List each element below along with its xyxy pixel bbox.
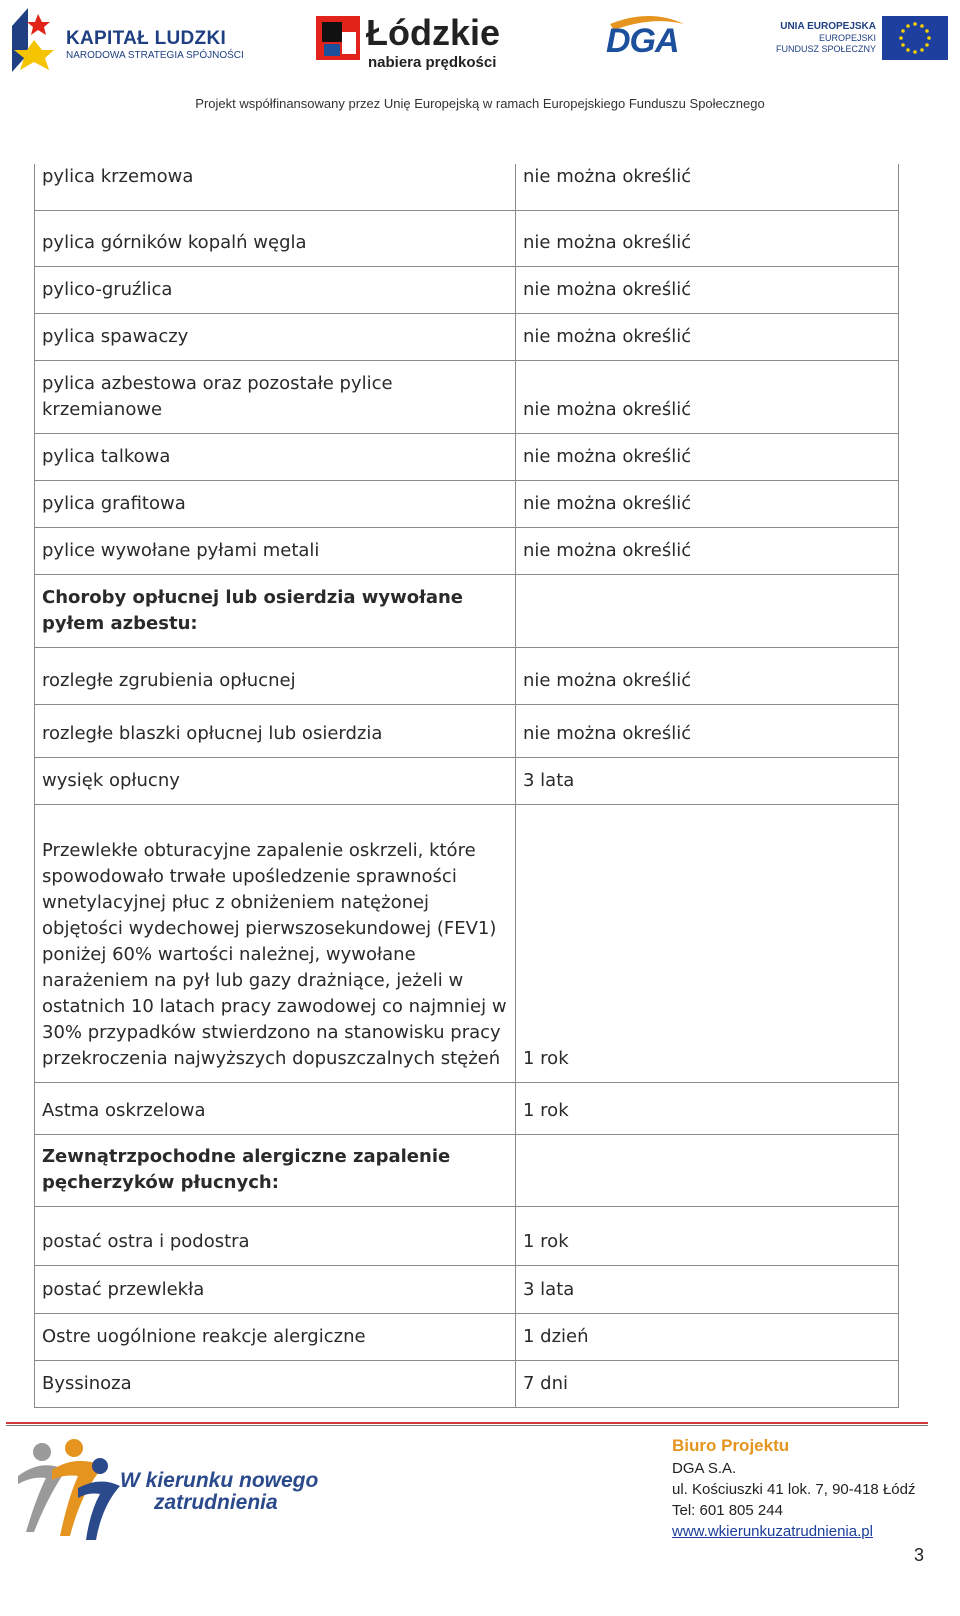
- table-row: [35, 1206, 899, 1265]
- period-cell: nie można określić: [516, 433, 899, 480]
- table-row: [35, 1313, 899, 1360]
- disease-cell: Byssinoza: [35, 1360, 516, 1407]
- period-cell: 3 lata: [516, 1265, 899, 1313]
- eu-line-3: FUNDUSZ SPOŁECZNY: [775, 44, 876, 54]
- period-cell: nie można określić: [516, 527, 899, 574]
- period-cell: nie można określić: [516, 313, 899, 360]
- period-cell: [516, 574, 899, 647]
- disease-cell: Przewlekłe obturacyjne zapalenie oskrzeli, które spowodowało trwałe upośledzenie sprawności wnetylacyjnej płuc z obniżeniem natężonej objętości wydechowej pierwszosekundowej (FEV1) poniżej 60% wartości należnej, wywołane narażeniem na pył lub gazy drażniące, jeżeli w ostatnich 10 latach pracy zawodowej co najmniej w 30% przypadków stwierdzono na stanowisku pracy przekroczenia najwyższych dopuszczalnych stężeń: [35, 804, 516, 1082]
- period-cell: 1 dzień: [516, 1313, 899, 1360]
- period-cell: 1 rok: [516, 1082, 899, 1134]
- table-row: [35, 266, 899, 313]
- period-cell: nie można określić: [516, 210, 899, 266]
- table-row: [35, 164, 899, 210]
- lodzkie-title: Łódzkie: [366, 12, 501, 53]
- disease-cell: wysięk opłucny: [35, 757, 516, 804]
- kapital-ludzki-title: KAPITAŁ LUDZKI: [66, 28, 227, 49]
- company-name: DGA S.A.: [672, 1460, 737, 1477]
- lodzkie-mark-icon: [316, 16, 360, 60]
- page-number: 3: [914, 1545, 925, 1565]
- disease-cell: postać przewlekła: [35, 1265, 516, 1313]
- disease-cell: pylice wywołane pyłami metali: [35, 527, 516, 574]
- disease-cell: postać ostra i podostra: [35, 1206, 516, 1265]
- table-row: [35, 313, 899, 360]
- section-heading-cell: Zewnątrzpochodne alergiczne zapalenie pęcherzyków płucnych:: [35, 1134, 516, 1206]
- office-phone: Tel: 601 805 244: [672, 1502, 783, 1519]
- disease-cell: pylica talkowa: [35, 433, 516, 480]
- office-address: ul. Kościuszki 41 lok. 7, 90-418 Łódź: [672, 1481, 916, 1498]
- period-cell: nie można określić: [516, 480, 899, 527]
- period-cell: 1 rok: [516, 1206, 899, 1265]
- period-cell: nie można określić: [516, 647, 899, 704]
- table-row: [35, 527, 899, 574]
- kapital-ludzki-logo: [8, 4, 244, 76]
- table-row: [35, 210, 899, 266]
- w-kierunku-line-1: W kierunku nowego: [120, 1469, 319, 1492]
- period-cell: 3 lata: [516, 757, 899, 804]
- section-heading-cell: Choroby opłucnej lub osierdzia wywołane pyłem azbestu:: [35, 574, 516, 647]
- eu-flag-icon: [882, 16, 948, 60]
- project-office-title: Biuro Projektu: [672, 1436, 790, 1455]
- table-row: [35, 360, 899, 433]
- lodzkie-logo: [316, 12, 516, 72]
- w-kierunku-text: [120, 1470, 318, 1514]
- people-figures-icon: [12, 1436, 122, 1544]
- disease-cell: pylica górników kopalń węgla: [35, 210, 516, 266]
- disease-cell: Ostre uogólnione reakcje alergiczne: [35, 1313, 516, 1360]
- disease-cell: pylica spawaczy: [35, 313, 516, 360]
- table-row: [35, 1082, 899, 1134]
- disease-cell: rozległe blaszki opłucnej lub osierdzia: [35, 704, 516, 757]
- dga-logo-text: DGA: [606, 22, 679, 60]
- table-row: [35, 804, 899, 1082]
- footer-divider-red: [6, 1422, 928, 1424]
- eu-line-2: EUROPEJSKI: [818, 33, 876, 43]
- eu-logo-text: [776, 20, 876, 55]
- table-row: [35, 704, 899, 757]
- disease-latency-table: [34, 164, 899, 1408]
- table-row: [35, 480, 899, 527]
- disease-cell: pylica krzemowa: [35, 164, 516, 210]
- disease-cell: rozległe zgrubienia opłucnej: [35, 647, 516, 704]
- project-cofinancing-line: Projekt współfinansowany przez Unię Europejską w ramach Europejskiego Funduszu Społecznego: [195, 96, 765, 111]
- table-row: [35, 1265, 899, 1313]
- eu-line-1: UNIA EUROPEJSKA: [780, 21, 876, 32]
- table-row: [35, 757, 899, 804]
- period-cell: nie można określić: [516, 266, 899, 313]
- disease-cell: pylica grafitowa: [35, 480, 516, 527]
- lodzkie-subtitle: nabiera prędkości: [368, 54, 497, 71]
- period-cell: nie można określić: [516, 164, 899, 210]
- table-section-row: [35, 574, 899, 647]
- period-cell: nie można określić: [516, 704, 899, 757]
- period-cell: 7 dni: [516, 1360, 899, 1407]
- period-cell: nie można określić: [516, 360, 899, 433]
- disease-cell: pylica azbestowa oraz pozostałe pylice krzemianowe: [35, 360, 516, 433]
- table-section-row: [35, 1134, 899, 1206]
- kapital-ludzki-subtitle: NARODOWA STRATEGIA SPÓJNOŚCI: [66, 50, 244, 61]
- table-row: [35, 433, 899, 480]
- table-row: [35, 1360, 899, 1407]
- period-cell: [516, 1134, 899, 1206]
- kapital-ludzki-star-icon: [8, 4, 60, 76]
- website-link[interactable]: www.wkierunkuzatrudnienia.pl: [672, 1523, 873, 1540]
- w-kierunku-line-2: zatrudnienia: [154, 1491, 278, 1514]
- project-office-contact: [672, 1434, 915, 1542]
- disease-cell: Astma oskrzelowa: [35, 1082, 516, 1134]
- eu-logo: [744, 14, 954, 64]
- page-header: [0, 0, 960, 130]
- disease-cell: pylico-gruźlica: [35, 266, 516, 313]
- dga-logo: [600, 14, 688, 66]
- footer-divider-gray: [6, 1425, 928, 1426]
- table-row: [35, 647, 899, 704]
- period-cell: 1 rok: [516, 804, 899, 1082]
- w-kierunku-logo: [12, 1436, 319, 1546]
